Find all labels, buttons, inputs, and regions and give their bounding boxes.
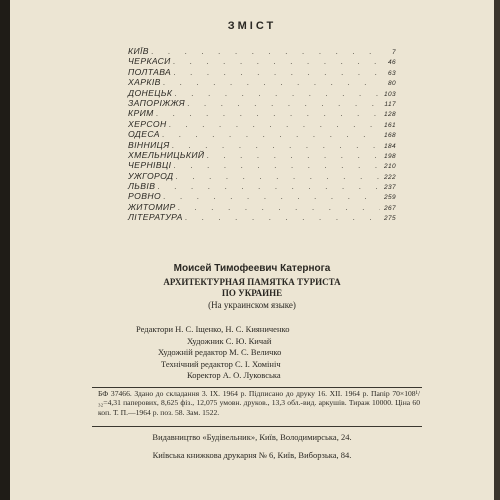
toc-entry: [128, 46, 396, 56]
toc-entry-page: 7: [391, 49, 396, 56]
toc-entry-page: 128: [383, 111, 396, 119]
language-note: (На украинском языке): [208, 300, 296, 310]
toc-entry: [128, 212, 396, 222]
toc-entry-name: ОДЕСА: [128, 129, 160, 140]
publisher: Видавництво «Будівельник», Київ, Володимирська, 24.: [152, 432, 352, 442]
toc-entry-page: 210: [383, 163, 396, 171]
book-page: [10, 0, 494, 500]
toc-entry-page: 259: [383, 194, 396, 202]
toc-entry-page: 161: [383, 121, 396, 129]
toc-leader-dots: [173, 67, 380, 77]
toc-entry-name: ЖИТОМИР: [128, 201, 176, 212]
toc-entry-page: 267: [383, 204, 396, 212]
toc-entry-page: 237: [383, 184, 396, 192]
toc-leader-dots: [157, 181, 380, 191]
toc-entry-name: ЛЬВІВ: [128, 181, 156, 192]
printer: Київська книжкова друкарня № 6, Київ, Виборзька, 84.: [152, 450, 352, 460]
toc-entry: [128, 56, 396, 66]
imprint-text: БФ 37466. Здано до складання 3. IX. 1964 р. Підписано до друку 16. XII. 1964 р. Папір 70×108¹/₃₂=4,31 паперових, 8,625 фіз., 12,075 умовн. друков., 13,3 обл.-вид. аркушів. Тираж 10000. Ціна 60 коп. Т. П.—1964 р. поз. 58. Зам. 1522.: [98, 389, 420, 417]
book-title-line2: ПО УКРАИНЕ: [221, 288, 283, 298]
credit-tech-editor: Технічний редактор С. І. Хомініч: [161, 358, 281, 369]
toc-leader-dots: [175, 171, 380, 181]
table-of-contents: [128, 46, 396, 223]
toc-leader-dots: [156, 108, 380, 118]
toc-entry-name: ХЕРСОН: [128, 118, 167, 129]
toc-leader-dots: [185, 212, 380, 222]
toc-entry: [128, 140, 396, 150]
toc-entry-page: 275: [383, 215, 396, 223]
credit-editors: Редактори Н. С. Іщенко, Н. С. Кияниченко: [136, 324, 290, 334]
toc-entry-page: 46: [387, 59, 396, 67]
toc-leader-dots: [172, 140, 380, 150]
toc-entry: [128, 160, 396, 170]
credit-proofreader: Коректор А. О. Луковська: [187, 370, 281, 381]
toc-leader-dots: [174, 88, 380, 98]
book-title-line1: АРХИТЕКТУРНАЯ ПАМЯТКА ТУРИСТА: [163, 277, 341, 287]
toc-entry: [128, 181, 396, 191]
toc-entry-name: ХАРКІВ: [128, 77, 161, 88]
toc-entry: [128, 88, 396, 98]
toc-entry-name: РОВНО: [128, 191, 162, 202]
toc-entry: [128, 98, 396, 108]
page-edge-shadow: [494, 0, 500, 500]
toc-entry-name: ДОНЕЦЬК: [128, 87, 173, 98]
toc-entry-page: 168: [383, 132, 396, 140]
imprint-rule-top: [92, 387, 422, 388]
toc-entry: [128, 108, 396, 118]
toc-entry-name: ХМЕЛЬНИЦЬКИЙ: [128, 149, 205, 160]
toc-entry-page: 198: [383, 152, 396, 160]
toc-leader-dots: [151, 46, 380, 56]
toc-leader-dots: [169, 119, 380, 129]
book-title: [10, 277, 494, 299]
toc-leader-dots: [162, 129, 380, 139]
toc-entry: [128, 150, 396, 160]
book-spine-shadow: [0, 0, 10, 500]
toc-entry-name: КИЇВ: [128, 46, 149, 56]
toc-entry-page: 117: [384, 100, 396, 108]
toc-entry-name: ПОЛТАВА: [128, 66, 172, 77]
toc-entry-name: КРИМ: [128, 108, 154, 119]
toc-entry-name: ЧЕРНІВЦІ: [128, 160, 172, 171]
toc-entry: [128, 67, 396, 77]
toc-entry-name: ЛІТЕРАТУРА: [128, 212, 183, 223]
toc-entry: [128, 202, 396, 212]
toc-entry-page: 63: [387, 69, 396, 77]
toc-entry-name: ЧЕРКАСИ: [128, 56, 171, 67]
toc-leader-dots: [178, 202, 380, 212]
toc-entry: [128, 77, 396, 87]
toc-entry: [128, 119, 396, 129]
author-name: Моисей Тимофеевич Катернога: [173, 263, 331, 274]
toc-entry-page: 103: [383, 90, 396, 98]
credit-artist: Художник С. Ю. Кичай: [187, 335, 272, 346]
toc-leader-dots: [187, 98, 380, 108]
toc-entry: [128, 129, 396, 139]
toc-entry-page: 222: [383, 173, 396, 181]
toc-entry-name: УЖГОРОД: [128, 170, 174, 181]
toc-entry: [128, 171, 396, 181]
toc-entry-name: ВІННИЦЯ: [128, 139, 170, 150]
credit-art-editor: Художній редактор М. С. Величко: [158, 347, 282, 358]
toc-entry: [128, 191, 396, 201]
toc-leader-dots: [173, 160, 380, 170]
toc-title: ЗМІСТ: [227, 20, 277, 32]
toc-leader-dots: [206, 150, 380, 160]
imprint-rule-bottom: [92, 426, 422, 427]
credits: [10, 324, 494, 382]
toc-entry-page: 184: [383, 142, 396, 150]
toc-leader-dots: [163, 77, 380, 87]
toc-leader-dots: [163, 191, 380, 201]
toc-entry-name: ЗАПОРІЖЖЯ: [128, 97, 186, 108]
toc-leader-dots: [173, 56, 380, 66]
toc-entry-page: 80: [387, 80, 396, 88]
